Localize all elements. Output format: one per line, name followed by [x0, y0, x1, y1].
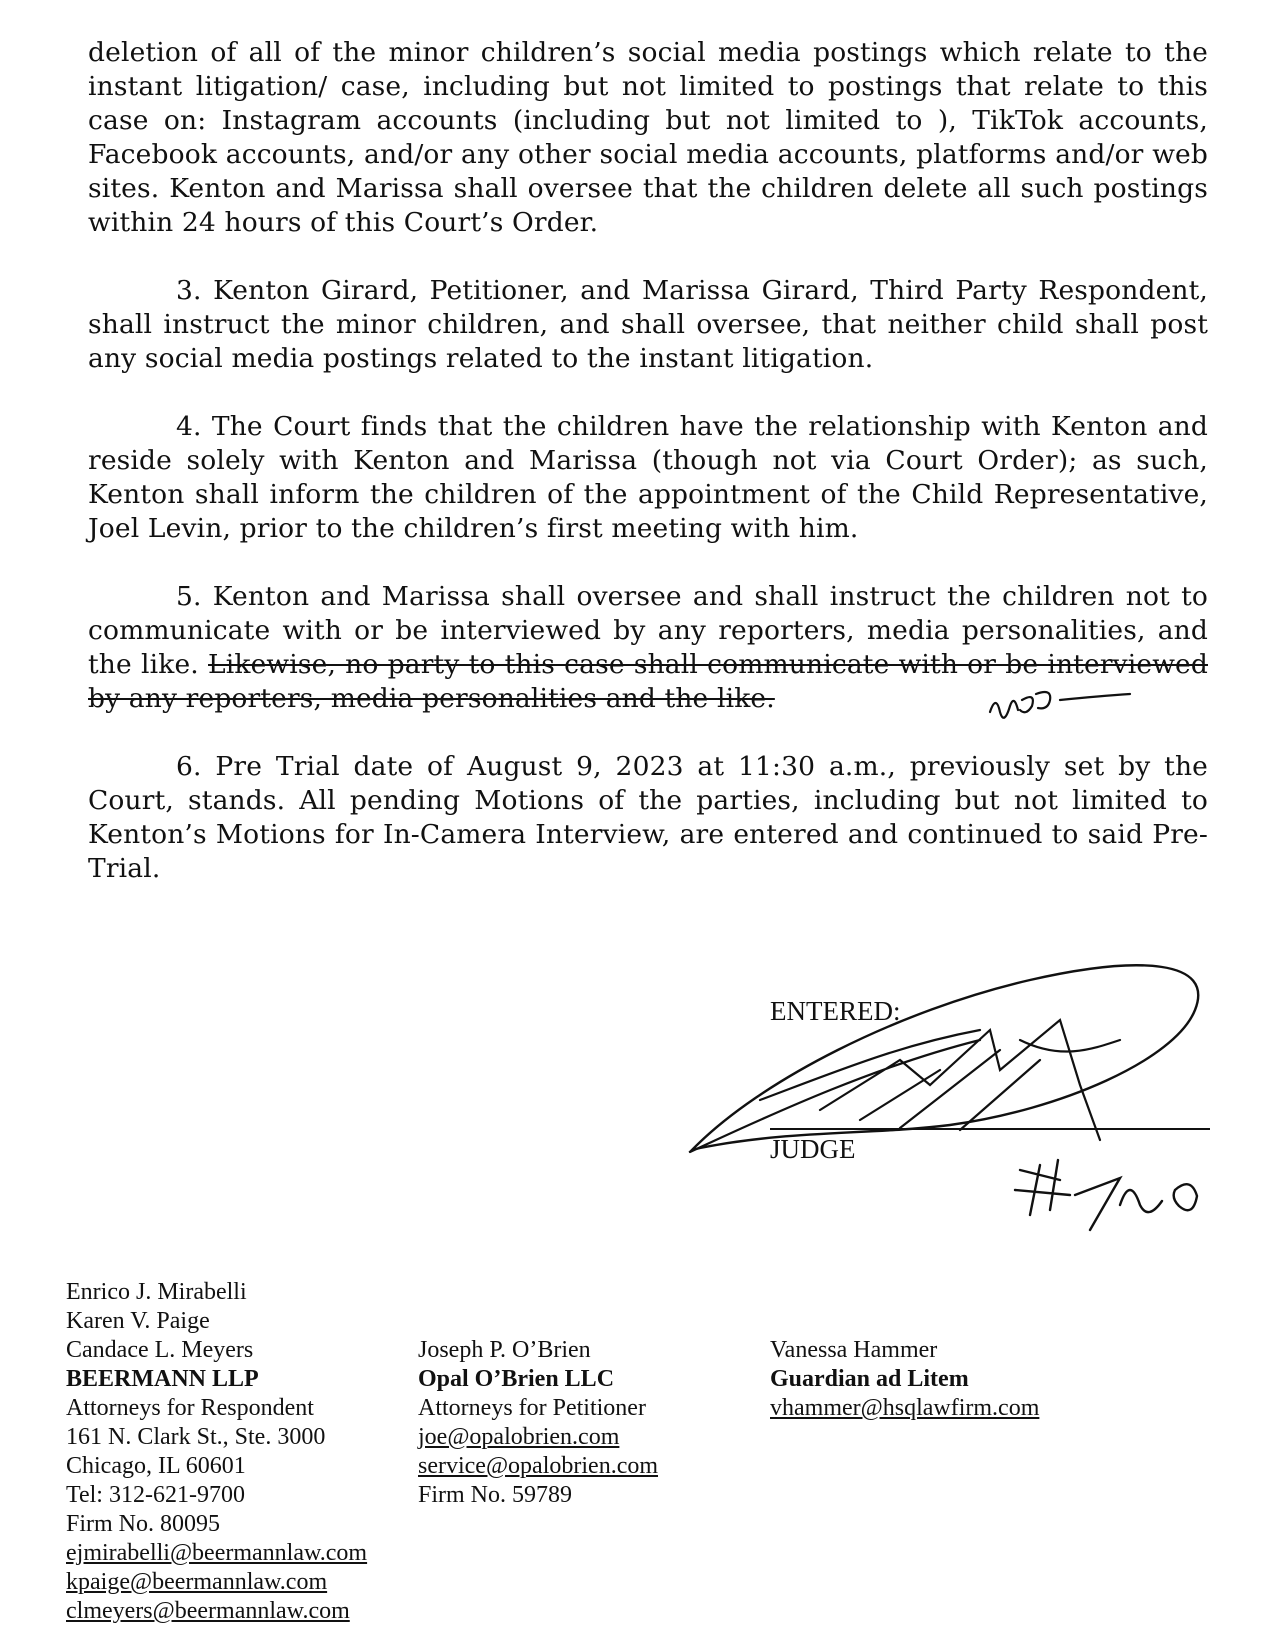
guardian-ad-litem-block [770, 1336, 1039, 1423]
paragraph-5-struck-text: Likewise, no party to this case shall communicate with or be interviewed by any reporters, media personalities and the like. [88, 649, 1208, 714]
attorney-role: Attorneys for Petitioner [418, 1395, 646, 1421]
address-line-2: Chicago, IL 60601 [66, 1453, 246, 1479]
email-link[interactable]: vhammer@hsqlawfirm.com [770, 1395, 1040, 1421]
entered-label: ENTERED: [770, 996, 901, 1026]
firm-number: Firm No. 80095 [66, 1511, 221, 1537]
attorney-name: Karen V. Paige [66, 1308, 210, 1334]
paragraph-3: 3. Kenton Girard, Petitioner, and Marissa Girard, Third Party Respondent, shall instruct the minor children, and shall oversee, that neither child shall post any social media postings related to the instant litigation. [88, 275, 1208, 374]
paragraph-4: 4. The Court finds that the children have the relationship with Kenton and reside solely with Kenton and Marissa (though not via Court Order); as such, Kenton shall inform the children of the appointment of the Child Representative, Joel Levin, prior to the children’s first meeting with him. [88, 411, 1208, 544]
judge-label: JUDGE [770, 1134, 856, 1164]
address-line-1: 161 N. Clark St., Ste. 3000 [66, 1424, 326, 1450]
firm-name: BEERMANN LLP [66, 1366, 259, 1392]
petitioner-counsel-block [418, 1336, 658, 1510]
attorney-name: Enrico J. Mirabelli [66, 1279, 247, 1305]
paragraph-6: 6. Pre Trial date of August 9, 2023 at 11:30 a.m., previously set by the Court, stands. All pending Motions of the parties, including but not limited to Kenton’s Motions for In-Camera Interview, are entered and continued to said Pre-Trial. [88, 751, 1208, 884]
attorney-role: Attorneys for Respondent [66, 1395, 314, 1421]
gal-role: Guardian ad Litem [770, 1366, 969, 1392]
firm-number: Firm No. 59789 [418, 1482, 573, 1508]
email-link[interactable]: service@opalobrien.com [418, 1453, 659, 1479]
gal-name: Vanessa Hammer [770, 1337, 938, 1363]
firm-name: Opal O’Brien LLC [418, 1366, 615, 1392]
respondent-counsel-block [66, 1278, 367, 1626]
paragraph-intro: deletion of all of the minor children’s social media postings which relate to the instant litigation/ case, including but not limited to postings that relate to this case on: Instagram accounts (including but not limited to ), TikTok accounts, Facebook accounts, and/or any other social media accounts, platforms and/or web sites. Kenton and Marissa shall oversee that the children delete all such postings within 24 hours of this Court’s Order. [88, 37, 1208, 238]
attorney-name: Joseph P. O’Brien [418, 1337, 591, 1363]
email-link[interactable]: kpaige@beermannlaw.com [66, 1569, 328, 1595]
paragraph-5-text: 5. Kenton and Marissa shall oversee and shall instruct the children not to communicate with or be interviewed by any reporters, media personalities, and the like. [88, 581, 1208, 680]
email-link[interactable]: ejmirabelli@beermannlaw.com [66, 1540, 368, 1566]
phone-number: Tel: 312-621-9700 [66, 1482, 245, 1508]
email-link[interactable]: joe@opalobrien.com [418, 1424, 620, 1450]
email-link[interactable]: clmeyers@beermannlaw.com [66, 1598, 350, 1624]
attorney-name: Candace L. Meyers [66, 1337, 254, 1363]
